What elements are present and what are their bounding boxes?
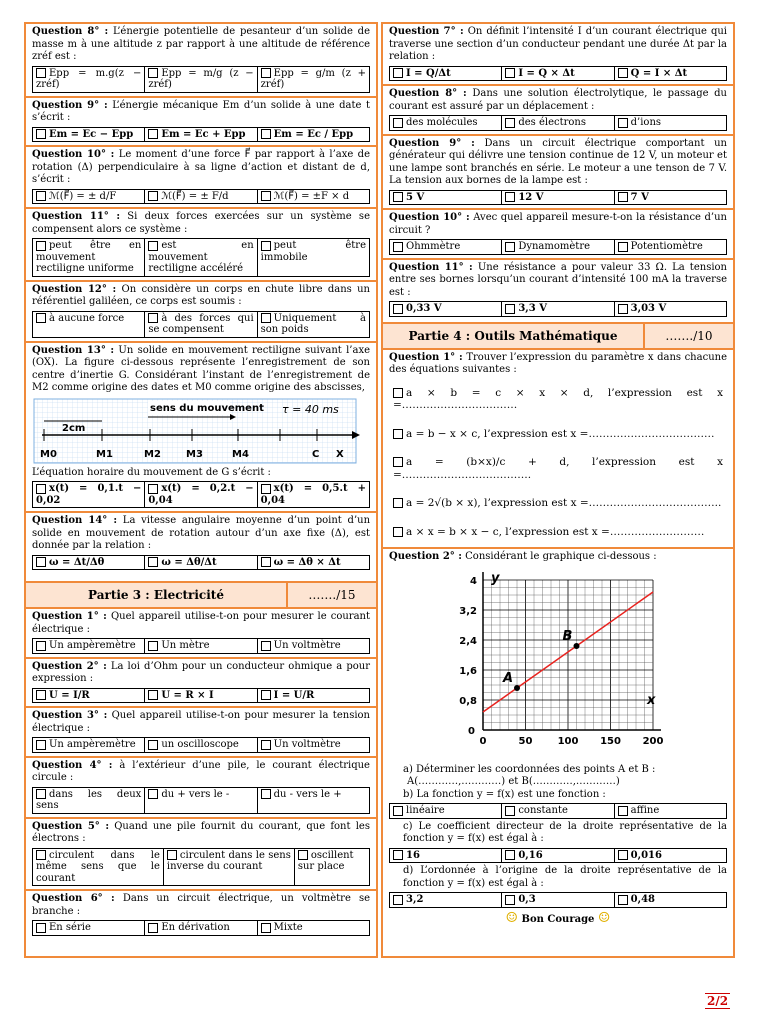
question-11: Question 11° : Si deux forces exercées sur un système se compensent alors ce système : peut être en mouvement rectiligne uniforme est en mouvement rectiligne accéléré peut être immobile xyxy=(26,209,376,282)
part3-header xyxy=(26,581,376,609)
e8-option-3[interactable]: d’ions xyxy=(614,115,727,131)
recording-figure xyxy=(32,397,372,465)
e10-option-1[interactable]: Ohmmètre xyxy=(389,239,502,255)
checkbox-icon[interactable] xyxy=(148,68,158,78)
checkbox-icon[interactable] xyxy=(393,850,403,860)
y-tick-label: 2,4 xyxy=(459,635,477,647)
point-label-b: B xyxy=(562,628,573,644)
checkbox-icon[interactable] xyxy=(148,740,158,750)
e3-option-1[interactable]: Un ampèremètre xyxy=(32,737,145,753)
b-option-2[interactable]: constante xyxy=(501,803,614,819)
equation-5[interactable]: a × x = b × x − c, l’expression est x =……………………… xyxy=(393,526,723,539)
question-8: Question 8° : L’énergie potentielle de pesanteur d’un solide de masse m à une altitude z par rapport à une altitude de référence zréf est : Epp = m.g(z − zréf) Epp = m/g (z − zréf) Epp = g/m (z + zréf) xyxy=(26,24,376,98)
checkbox-icon[interactable] xyxy=(36,740,46,750)
q10-options xyxy=(32,189,370,205)
checkbox-icon[interactable] xyxy=(36,68,46,78)
elec-question-9: Question 9° : Dans un circuit électrique comportant un générateur qui délivre une tension continue de 12 V, un moteur et une lampe sont branchés en série. Le moteur a une tenson de 7 V. La tension aux bornes de la lampe est : 5 V 12 V 7 V xyxy=(383,136,733,211)
elec-question-8: Question 8° : Dans une solution électrolytique, le passage du courant est assuré par un déplacement : des molécules des électrons d’ions xyxy=(383,86,733,136)
elec-question-5: Question 5° : Quand une pile fournit du courant, que font les électrons : circulent dans le même sens que le courant circulent dans le sens inverse du courant oscillent sur place xyxy=(26,819,376,892)
e7-option-3[interactable]: Q = I × Δt xyxy=(614,66,727,82)
subq-a-answer: A(…………,…………) et B(…………,…………) xyxy=(407,776,620,787)
e1-option-3[interactable]: Un voltmètre xyxy=(257,638,370,654)
e7-option-1[interactable]: I = Q/Δt xyxy=(389,66,502,82)
subq-c: c) Le coefficient directeur de la droite représentative de la fonction y = f(x) est égal à : xyxy=(403,820,727,844)
subq-a: a) Déterminer les coordonnées des points A et B : xyxy=(403,763,656,775)
q11-option-3[interactable]: peut être immobile xyxy=(257,238,370,277)
checkbox-icon[interactable] xyxy=(505,68,515,78)
tau-label: τ = 40 ms xyxy=(282,402,339,416)
e11-option-2[interactable]: 3,3 V xyxy=(501,301,614,317)
checkbox-icon[interactable] xyxy=(261,641,271,651)
q8-option-1[interactable]: Epp = m.g(z − zréf) xyxy=(32,66,145,93)
d-option-2[interactable]: 0,3 xyxy=(501,892,614,908)
e10-option-3[interactable]: Potentiomètre xyxy=(614,239,727,255)
c-options xyxy=(389,848,727,864)
checkbox-icon[interactable] xyxy=(261,313,271,323)
y-tick-label: 1,6 xyxy=(459,665,477,677)
checkbox-icon[interactable] xyxy=(36,641,46,651)
checkbox-icon[interactable] xyxy=(36,789,46,799)
e6-option-3[interactable]: Mixte xyxy=(257,920,370,936)
y-tick-label: 0,8 xyxy=(459,695,477,707)
e2-options xyxy=(32,688,370,704)
b-option-3[interactable]: affine xyxy=(614,803,727,819)
q8-options xyxy=(32,66,370,93)
direction-label: sens du mouvement xyxy=(150,402,264,414)
e5-option-1[interactable]: circulent dans le même sens que le courant xyxy=(32,848,164,887)
question-10: Question 10° : Le moment d’une force F⃗ par rapport à l’axe de rotation (Δ) perpendiculaire à sa ligne d’action et distant de d, s’écrit : ℳ(F⃗) = ± d/F ℳ(F⃗) = ± F/d ℳ(F⃗) = ±F × d xyxy=(26,147,376,209)
checkbox-icon[interactable] xyxy=(261,484,271,494)
checkbox-icon[interactable] xyxy=(505,192,515,202)
q12-option-3[interactable]: Uniquement à son poids xyxy=(257,311,370,338)
subq-d: d) L’ordonnée à l’origine de la droite représentative de la fonction y = f(x) est égal à : xyxy=(403,865,727,889)
checkbox-icon[interactable] xyxy=(261,241,271,251)
e2-option-3[interactable]: I = U/R xyxy=(257,688,370,704)
e9-options xyxy=(389,190,727,206)
y-axis-label: y xyxy=(491,570,500,586)
label-x: X xyxy=(336,448,344,460)
question-9: Question 9° : L’énergie mécanique Em d’un solide à une date t s’écrit : Em = Ec − Epp Em = Ec + Epp Em = Ec / Epp xyxy=(26,98,376,148)
checkbox-icon[interactable] xyxy=(393,806,403,816)
checkbox-icon[interactable] xyxy=(618,895,628,905)
y-tick-label: 4 xyxy=(470,575,477,587)
checkbox-icon[interactable] xyxy=(393,457,403,467)
q13-option-1[interactable]: x(t) = 0,1.t − 0,02 xyxy=(32,481,145,508)
checkbox-icon[interactable] xyxy=(261,129,271,139)
e1-option-2[interactable]: Un mètre xyxy=(144,638,257,654)
page-number: 2/2 xyxy=(707,994,729,1008)
left-column xyxy=(24,22,378,958)
q10-option-2[interactable]: ℳ(F⃗) = ± F/d xyxy=(144,189,257,205)
e4-option-3[interactable]: du - vers le + xyxy=(257,787,370,814)
q14-option-2[interactable]: ω = Δθ/Δt xyxy=(144,555,257,571)
e8-option-2[interactable]: des électrons xyxy=(501,115,614,131)
checkbox-icon[interactable] xyxy=(148,641,158,651)
checkbox-icon[interactable] xyxy=(36,923,46,933)
checkbox-icon[interactable] xyxy=(261,789,271,799)
scale-label: 2cm xyxy=(62,422,86,434)
question-13: Question 13° : Un solide en mouvement rectiligne suivant l’axe (OX). La figure ci-dessous représente l’enregistrement de son centre d’inertie G. Considérant l’instant de l’enregistrement de M2 comme origine des dates et M0 comme origine des abscisses, sens du mouvement τ = 40 ms 2cm M0 M1 M2 M3 M4 C X L’équation horaire du mouvement de G s’écrit : x(t) = 0,1.t − 0,02 x(t) = 0,2.t − 0,04 x(t) = 0,5.t + 0,04 xyxy=(26,343,376,514)
checkbox-icon[interactable] xyxy=(261,68,271,78)
checkbox-icon[interactable] xyxy=(393,68,403,78)
checkbox-icon[interactable] xyxy=(505,850,515,860)
checkbox-icon[interactable] xyxy=(36,129,46,139)
checkbox-icon[interactable] xyxy=(505,304,515,314)
e11-options xyxy=(389,301,727,317)
checkbox-icon[interactable] xyxy=(261,191,271,201)
d-options xyxy=(389,892,727,908)
question-14: Question 14° : La vitesse angulaire moyenne d’un point d’un solide en mouvement de rotation autour d’un axe fixe (Δ), est donnée par la relation : ω = Δt/Δθ ω = Δθ/Δt ω = Δθ × Δt xyxy=(26,513,376,573)
checkbox-icon[interactable] xyxy=(618,118,628,128)
checkbox-icon[interactable] xyxy=(505,895,515,905)
bon-courage: ☺ Bon Courage ☺ xyxy=(505,909,611,926)
q13-option-3[interactable]: x(t) = 0,5.t + 0,04 xyxy=(257,481,370,508)
math-question-1: Question 1° : Trouver l’expression du paramètre x dans chacune des équations suivantes : a × b = c × x × d, l’expression est x =…………………………… a = b − x × c, l’expression est x =……………………………… a = (b×x)/c + d, l’expression est x =………………………………. a = 2√(b × x), l’expression est x =……………………………….. a × x = b × x − c, l’expression est x =……………………… xyxy=(383,350,733,550)
e4-option-2[interactable]: du + vers le - xyxy=(144,787,257,814)
checkbox-icon[interactable] xyxy=(393,192,403,202)
checkbox-icon[interactable] xyxy=(261,557,271,567)
q8-option-3[interactable]: Epp = g/m (z + zréf) xyxy=(257,66,370,93)
right-column xyxy=(381,22,735,958)
label-m0: M0 xyxy=(40,448,57,460)
q11-option-2[interactable]: est en mouvement rectiligne accéléré xyxy=(144,238,257,277)
e3-option-3[interactable]: Un voltmètre xyxy=(257,737,370,753)
checkbox-icon[interactable] xyxy=(148,557,158,567)
e6-option-2[interactable]: En dérivation xyxy=(144,920,257,936)
q12-option-2[interactable]: à des forces qui se compensent xyxy=(144,311,257,338)
e5-option-3[interactable]: oscillent sur place xyxy=(294,848,370,887)
elec-question-4: Question 4° : à l’extérieur d’une pile, le courant électrique circule : dans les deux sens du + vers le - du - vers le + xyxy=(26,758,376,819)
checkbox-icon[interactable] xyxy=(261,740,271,750)
x-tick-label: 50 xyxy=(518,735,533,747)
point-a xyxy=(514,685,520,691)
equation-2[interactable]: a = b − x × c, l’expression est x =……………………………… xyxy=(393,428,723,441)
checkbox-icon[interactable] xyxy=(393,304,403,314)
e7-option-2[interactable]: I = Q × Δt xyxy=(501,66,614,82)
b-options xyxy=(389,803,727,819)
part4-header xyxy=(383,322,733,350)
e3-option-2[interactable]: un oscilloscope xyxy=(144,737,257,753)
checkbox-icon[interactable] xyxy=(148,241,158,251)
checkbox-icon[interactable] xyxy=(298,850,308,860)
checkbox-icon[interactable] xyxy=(148,789,158,799)
q9-option-1[interactable]: Em = Ec − Epp xyxy=(32,127,145,143)
checkbox-icon[interactable] xyxy=(505,806,515,816)
e1-options xyxy=(32,638,370,654)
d-option-3[interactable]: 0,48 xyxy=(614,892,727,908)
elec-question-1: Question 1° : Quel appareil utilise-t-on pour mesurer le courant électrique : Un ampèremètre Un mètre Un voltmètre xyxy=(26,609,376,659)
checkbox-icon[interactable] xyxy=(36,850,46,860)
checkbox-icon[interactable] xyxy=(36,690,46,700)
part3-title: Partie 3 : Electricité xyxy=(88,588,224,602)
elec-question-6: Question 6° : Dans un circuit électrique, un voltmètre se branche : En série En dérivation Mixte xyxy=(26,891,376,939)
label-m1: M1 xyxy=(96,448,113,460)
checkbox-icon[interactable] xyxy=(167,850,177,860)
q13-options xyxy=(32,481,370,508)
q9-options xyxy=(32,127,370,143)
checkbox-icon[interactable] xyxy=(261,690,271,700)
b-option-1[interactable]: linéaire xyxy=(389,803,502,819)
q14-option-3[interactable]: ω = Δθ × Δt xyxy=(257,555,370,571)
x-tick-label: 150 xyxy=(600,735,621,747)
checkbox-icon[interactable] xyxy=(618,68,628,78)
checkbox-icon[interactable] xyxy=(36,484,46,494)
x-axis-label: x xyxy=(647,692,656,708)
label-m2: M2 xyxy=(144,448,161,460)
elec-question-7: Question 7° : On définit l’intensité I d’un courant électrique qui traverse une section d’un conducteur pendant une durée Δt par la relation : I = Q/Δt I = Q × Δt Q = I × Δt xyxy=(383,24,733,86)
equation-3[interactable]: a = (b×x)/c + d, l’expression est x =………………………………. xyxy=(393,456,723,481)
checkbox-icon[interactable] xyxy=(505,242,515,252)
x-tick-label: 100 xyxy=(557,735,579,747)
checkbox-icon[interactable] xyxy=(148,484,158,494)
e5-options xyxy=(32,848,370,887)
e11-option-1[interactable]: 0,33 V xyxy=(389,301,502,317)
checkbox-icon[interactable] xyxy=(261,923,271,933)
e9-option-3[interactable]: 7 V xyxy=(614,190,727,206)
checkbox-icon[interactable] xyxy=(393,388,403,398)
x-tick-label: 200 xyxy=(642,735,664,747)
part4-title: Partie 4 : Outils Mathématique xyxy=(408,328,618,343)
y-tick-label: 3,2 xyxy=(459,605,477,617)
q10-option-3[interactable]: ℳ(F⃗) = ±F × d xyxy=(257,189,370,205)
checkbox-icon[interactable] xyxy=(393,429,403,439)
q2-subquestions xyxy=(389,764,727,802)
math-question-2: Question 2° : Considérant le graphique ci-dessous : 0 50 100 150 200 0,8 1,6 2,4 3,2 4 0 x y A B a) Déterminer les coordonnées des points A et B : A(…………,…………) et B(…………,…………) b) La fonction y = f(x) est une fonction : linéaire constante affine c) Le coefficient directeur de la droite représentative de la fonction y = f(x) est égal à : 16 0,16 0,016 d) L’ordonnée à l’origine de la droite représentative de la fonction y = f(x) est égal à : 3,2 0,3 0,48 ☺ Bon Courage ☺ xyxy=(389,551,727,926)
part3-score: ……./15 xyxy=(286,583,376,607)
elec-question-2: Question 2° : La loi d’Ohm pour un conducteur ohmique a pour expression : U = I/R U = R × I I = U/R xyxy=(26,659,376,709)
c-option-1[interactable]: 16 xyxy=(389,848,502,864)
e10-option-2[interactable]: Dynamomètre xyxy=(501,239,614,255)
checkbox-icon[interactable] xyxy=(148,129,158,139)
e7-options xyxy=(389,66,727,82)
checkbox-icon[interactable] xyxy=(393,895,403,905)
checkbox-icon[interactable] xyxy=(618,850,628,860)
e2-option-1[interactable]: U = I/R xyxy=(32,688,145,704)
q13-text2: L’équation horaire du mouvement de G s’écrit : xyxy=(32,466,271,478)
checkbox-icon[interactable] xyxy=(36,313,46,323)
equation-1[interactable]: a × b = c × x × d, l’expression est x =…………………………… xyxy=(393,386,723,411)
e6-options xyxy=(32,920,370,936)
smiley-icon: ☺ xyxy=(505,909,519,926)
q11-option-1[interactable]: peut être en mouvement rectiligne uniforme xyxy=(32,238,145,277)
elec-question-10: Question 10° : Avec quel appareil mesure-t-on la résistance d’un circuit ? Ohmmètre Dynamomètre Potentiomètre xyxy=(383,210,733,260)
subq-b: b) La fonction y = f(x) est une fonction : xyxy=(403,788,606,800)
checkbox-icon[interactable] xyxy=(36,241,46,251)
checkbox-icon[interactable] xyxy=(148,690,158,700)
q14-option-1[interactable]: ω = Δt/Δθ xyxy=(32,555,145,571)
e8-options xyxy=(389,115,727,131)
q8-option-2[interactable]: Epp = m/g (z − zréf) xyxy=(144,66,257,93)
q11-options xyxy=(32,238,370,277)
e6-option-1[interactable]: En série xyxy=(32,920,145,936)
question-12: Question 12° : On considère un corps en chute libre dans un référentiel galiléen, ce corps est soumis : à aucune force à des forces qui se compensent Uniquement à son poids xyxy=(26,282,376,343)
y-tick-label: 0 xyxy=(468,725,475,737)
checkbox-icon[interactable] xyxy=(618,806,628,816)
checkbox-icon[interactable] xyxy=(393,242,403,252)
e3-options xyxy=(32,737,370,753)
label-c: C xyxy=(312,448,320,460)
label-m3: M3 xyxy=(186,448,203,460)
e5-option-2[interactable]: circulent dans le sens inverse du courant xyxy=(163,848,295,887)
smiley-icon: ☺ xyxy=(597,909,611,926)
q14-options xyxy=(32,555,370,571)
e8-option-1[interactable]: des molécules xyxy=(389,115,502,131)
checkbox-icon[interactable] xyxy=(148,191,158,201)
e2-option-2[interactable]: U = R × I xyxy=(144,688,257,704)
q9-option-3[interactable]: Em = Ec / Epp xyxy=(257,127,370,143)
checkbox-icon[interactable] xyxy=(618,304,628,314)
checkbox-icon[interactable] xyxy=(393,498,403,508)
checkbox-icon[interactable] xyxy=(393,118,403,128)
elec-question-3: Question 3° : Quel appareil utilise-t-on pour mesurer la tension électrique : Un ampèremètre un oscilloscope Un voltmètre xyxy=(26,708,376,758)
e1-option-1[interactable]: Un ampèremètre xyxy=(32,638,145,654)
q12-options xyxy=(32,311,370,338)
q13-option-2[interactable]: x(t) = 0,2.t − 0,04 xyxy=(144,481,257,508)
c-option-2[interactable]: 0,16 xyxy=(501,848,614,864)
label-m4: M4 xyxy=(232,448,249,460)
e4-option-1[interactable]: dans les deux sens xyxy=(32,787,145,814)
checkbox-icon[interactable] xyxy=(505,118,515,128)
e4-options xyxy=(32,787,370,814)
checkbox-icon[interactable] xyxy=(148,923,158,933)
point-b xyxy=(574,643,580,649)
e9-option-2[interactable]: 12 V xyxy=(501,190,614,206)
checkbox-icon[interactable] xyxy=(618,192,628,202)
point-label-a: A xyxy=(503,670,514,686)
function-chart xyxy=(393,564,723,764)
equation-4[interactable]: a = 2√(b × x), l’expression est x =……………………………….. xyxy=(393,497,723,510)
checkbox-icon[interactable] xyxy=(36,557,46,567)
e9-option-1[interactable]: 5 V xyxy=(389,190,502,206)
checkbox-icon[interactable] xyxy=(36,191,46,201)
q9-option-2[interactable]: Em = Ec + Epp xyxy=(144,127,257,143)
q12-option-1[interactable]: à aucune force xyxy=(32,311,145,338)
q10-option-1[interactable]: ℳ(F⃗) = ± d/F xyxy=(32,189,145,205)
part4-score: ……./10 xyxy=(643,324,733,348)
checkbox-icon[interactable] xyxy=(393,527,403,537)
checkbox-icon[interactable] xyxy=(148,313,158,323)
elec-question-11: Question 11° : Une résistance a pour valeur 33 Ω. La tension entre ses bornes lorsqu’un courant d’intensité 100 mA la traverse est : 0,33 V 3,3 V 3,03 V xyxy=(383,260,733,320)
e10-options xyxy=(389,239,727,255)
c-option-3[interactable]: 0,016 xyxy=(614,848,727,864)
x-tick-label: 0 xyxy=(479,735,487,747)
checkbox-icon[interactable] xyxy=(618,242,628,252)
d-option-1[interactable]: 3,2 xyxy=(389,892,502,908)
e11-option-3[interactable]: 3,03 V xyxy=(614,301,727,317)
